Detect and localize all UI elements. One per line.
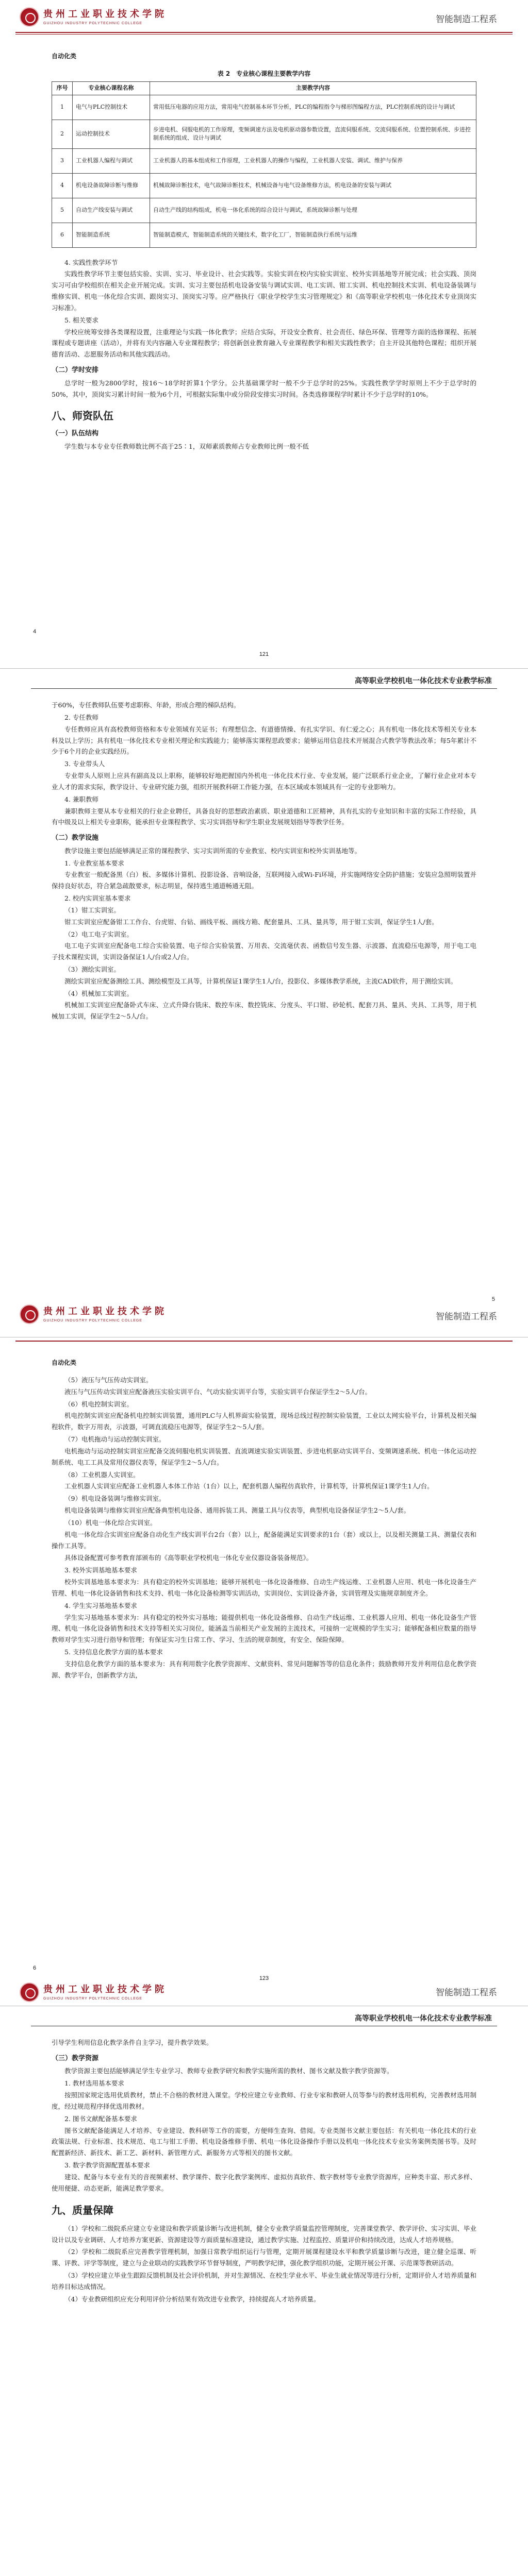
list-heading: （1）钳工实训室。 bbox=[64, 906, 120, 914]
table-cell: 自动生产线的结构组成，机电一体化系统的综合设计与调试，系统故障诊断与处理 bbox=[150, 198, 476, 223]
table-header-row bbox=[52, 82, 476, 95]
table-cell: 5 bbox=[52, 198, 73, 223]
table-cell: 4 bbox=[52, 173, 73, 198]
table-caption: 表 2 专业核心课程主要教学内容 bbox=[217, 70, 311, 77]
paragraph: 电机拖动与运动控制实训室应配备交流伺服电机实训装置、直流调速实验实训装置、步进电机驱动实训平台、变频调速系统、机电一体化运动控制系统、电工工具及常用仪器仪表等，保证学生2～5人/台。 bbox=[52, 1447, 476, 1466]
paragraph: 学校应统筹安排各类课程设置，注重理论与实践一体化教学；应结合实际，开设安全教育、社会责任、绿色环保、管理等方面的选修课程、拓展课程或专题讲座（活动），并将有关内容融入专业课程教学；将创新创业教育融入专业课程教学和相关实践性教学；自主开设其他特色课程；组织开展德育活动、志愿服务活动和其他实践活动。 bbox=[52, 328, 476, 359]
page-body bbox=[52, 1358, 476, 1682]
standard-title: 高等职业学校机电一体化技术专业教学标准 bbox=[355, 677, 492, 685]
department-name: 智能制造工程系 bbox=[436, 1988, 497, 1998]
column-header: 主要教学内容 bbox=[150, 82, 476, 95]
section-heading: （二）学时安排 bbox=[52, 366, 99, 375]
paragraph: （3）学校应建立毕业生跟踪反馈机制及社会评价机制，并对生源情况、在校生学业水平、毕业生就业情况等进行分析，定期评价人才培养质量和培养目标达成情况。 bbox=[52, 2272, 476, 2291]
paragraph: 液压与气压传动实训室应配备液压实验实训平台、气动实验实训平台等，实验实训平台保证学生2～5人/台。 bbox=[64, 1387, 372, 1396]
page-number: 4 bbox=[33, 629, 37, 635]
section-heading: （三）教学资源 bbox=[52, 2054, 99, 2062]
paragraph: （2）学校和二级院系应完善教学管理机制，加强日常教学组织运行与管理，定期开展课程建设水平和教学质量诊断与改进，建立健全巡课、听课、评教、评学等制度，建立与企业联动的实践教学环节督导制度，严明教学纪律，强化教学组织功能，定期开展公开课、示范课等教研活动。 bbox=[52, 2248, 476, 2267]
table-cell: 智能制造系统 bbox=[73, 223, 150, 247]
school-name: 贵州工业职业技术学院 bbox=[43, 1984, 167, 1995]
header-rule bbox=[31, 688, 497, 689]
paragraph: 专业带头人原则上应具有副高及以上职称，能够较好地把握国内外机电一体化技术行业、专业发展，能广泛联系行业企业，了解行业企业对本专业人才的需求实际，教学设计、专业研究能力强，组织开展教科研工作能力强，在本区域或本领域具有一定的专业影响力。 bbox=[52, 772, 476, 791]
list-heading: （3）测绘实训室。 bbox=[64, 965, 120, 973]
table-cell: 运动控制技术 bbox=[73, 120, 150, 148]
school-seal-icon bbox=[20, 7, 39, 27]
paragraph: 校外实训基地基本要求为：具有稳定的校外实训基地；能够开展机电一体化设备维修、自动生产线运维、工业机器人应用、机电一体化设备生产管理、机电一体化设备销售和技术支持、机电一体化设备检测等实训活动，实训岗位、实训设备齐备，实训管理及实施规章制度齐全。 bbox=[52, 1578, 476, 1597]
subsection-heading: 5. 支持信息化教学方面的基本要求 bbox=[64, 1648, 163, 1656]
department-name: 智能制造工程系 bbox=[436, 1312, 497, 1322]
section-heading: （一）队伍结构 bbox=[52, 430, 99, 438]
page-number: 5 bbox=[491, 1296, 495, 1302]
paragraph: 支持信息化教学方面的基本要求为：具有利用数字化教学资源库、文献资料、常见问题解答等的信息化条件；鼓励教师开发并利用信息化教学资源、教学平台，创新教学方法， bbox=[52, 1659, 476, 1679]
table-cell: 机械故障诊断技术，电气故障诊断技术，机械设备与电气设备维修方法，机电设备的安装与调试 bbox=[150, 173, 476, 198]
list-heading: （9）机电设备装调与维修实训室。 bbox=[64, 1495, 166, 1503]
paragraph: 测绘实训室应配备测绘工具、测绘模型及工具等，计算机保证1课学生1人/台，投影仪、多媒体教学系统，主流CAD软件，用于测绘实训。 bbox=[64, 977, 457, 985]
paragraph: 兼职教师主要从本专业相关的行业企业聘任，具备良好的思想政治素质、职业道德和工匠精神，具有扎实的专业知识和丰富的实际工作经验，具有中级及以上相关专业职称，能承担专业课程教学、实习实训指导和学生职业发展规划指导等教学任务。 bbox=[52, 807, 476, 826]
school-seal-icon bbox=[20, 1982, 39, 2002]
page-2 bbox=[0, 669, 528, 1337]
table-cell: 1 bbox=[52, 95, 73, 120]
core-courses-table bbox=[52, 81, 476, 248]
table-cell: 电气与PLC控制技术 bbox=[73, 95, 150, 120]
school-name-en: GUIZHOU INDUSTRY POLYTECHNIC COLLEGE bbox=[43, 22, 142, 26]
table-row bbox=[52, 223, 476, 247]
paragraph: 电工电子实训室应配备电工综合实验装置、电子综合实验装置、万用表、交流毫伏表、函数信号发生器、示波器、直流稳压电源等，用于电工电子技术课程实训，实训设备保证1人/台或2人/台。 bbox=[52, 942, 476, 961]
chapter-heading: 九、质量保障 bbox=[52, 2204, 113, 2216]
page-header bbox=[0, 0, 528, 40]
standard-title-header bbox=[0, 676, 528, 691]
header-rule bbox=[15, 32, 513, 33]
school-name-en: GUIZHOU INDUSTRY POLYTECHNIC COLLEGE bbox=[43, 1319, 142, 1323]
sheet-number: 121 bbox=[259, 651, 269, 657]
paragraph: 机电一体化综合实训室应配备自动化生产线实训平台2台（套）以上，配备能满足实训要求的1台（套）或以上，以及相关测量工具、测量仪表和操作工具等。 bbox=[52, 1530, 476, 1550]
chapter-heading: 八、师资队伍 bbox=[52, 410, 113, 422]
table-row bbox=[52, 198, 476, 223]
sheet-number: 123 bbox=[259, 1975, 269, 1981]
subsection-heading: 2. 校内实训室基本要求 bbox=[64, 894, 131, 903]
table-cell: 6 bbox=[52, 223, 73, 247]
school-seal-icon bbox=[20, 1304, 39, 1324]
header-rule bbox=[15, 1341, 513, 1342]
page-header-rule-only bbox=[0, 1337, 528, 1345]
list-heading: （5）液压与气压传动实训室。 bbox=[64, 1376, 153, 1384]
list-heading: （10）机电一体化综合实训室。 bbox=[64, 1518, 157, 1527]
subsection-heading: 3. 专业带头人 bbox=[64, 760, 105, 768]
page-body bbox=[52, 700, 476, 1023]
paragraph: 专业教室一般配备黑（白）板、多媒体计算机、投影设备、音响设备，互联网接入或Wi-Fi环境，并实施网络安全防护措施；安装应急照明装置并保持良好状态，符合紧急疏散要求，标志明显，保持逃生通道畅通无阻。 bbox=[52, 871, 476, 890]
paragraph: 学生数与本专业专任教师数比例不高于25∶1，双师素质教师占专业教师比例一般不低 bbox=[64, 442, 309, 450]
standard-title-header bbox=[0, 2013, 528, 2029]
list-heading: （7）电机拖动与运动控制实训室。 bbox=[64, 1435, 166, 1444]
school-name-en: GUIZHOU INDUSTRY POLYTECHNIC COLLEGE bbox=[43, 1997, 142, 2001]
list-heading: （4）机械加工实训室。 bbox=[64, 989, 133, 997]
page-body bbox=[52, 52, 476, 453]
paragraph: 钳工实训室应配备钳工工作台、台虎钳、台钻、画线平板、画线方箱、配套量具、工具、量具等，用于钳工实训，保证学生1人/套。 bbox=[64, 918, 438, 926]
paragraph: （1）学校和二级院系应建立专业建设和教学质量诊断与改进机制，健全专业教学质量监控管理制度，完善课堂教学、教学评价、实习实训、毕业设计以及专业调研、人才培养方案更新、资源建设等方面质量标准建设，通过教学实施、过程监控、质量评价和持续改进，达成人才培养规格。 bbox=[52, 2224, 476, 2244]
subsection-heading: 5. 相关要求 bbox=[64, 316, 98, 324]
table-row bbox=[52, 120, 476, 148]
category-tag: 自动化类 bbox=[52, 53, 77, 60]
subsection-heading: 4. 学生实习基地基本要求 bbox=[64, 1601, 137, 1609]
table-cell: 2 bbox=[52, 120, 73, 148]
page-header bbox=[0, 1981, 528, 2006]
subsection-heading: 2. 图书文献配备基本要求 bbox=[64, 2114, 137, 2123]
paragraph: 机电设备装调与维修实训室应配备典型机电设备、通用拆装工具、测量工具与仪表等，典型机电设备保证学生2～5人/套。 bbox=[64, 1506, 410, 1514]
table-row bbox=[52, 95, 476, 120]
table-row bbox=[52, 173, 476, 198]
page-1 bbox=[0, 0, 528, 669]
subsection-heading: 3. 数字教学资源配置基本要求 bbox=[64, 2161, 150, 2170]
subsection-heading: 4. 兼职教师 bbox=[64, 795, 98, 803]
paragraph: 于60%，专任教师队伍要考虑职称、年龄，形成合理的梯队结构。 bbox=[52, 701, 240, 709]
paragraph: 学生实习基地基本要求为：具有稳定的校外实习基地；能提供机电一体化设备维修、自动生产线运维、工业机器人应用、机电一体化设备生产管理、机电一体化设备销售和技术支持等相关实习岗位，能涵盖当前相关产业发展的主流技术，可接纳一定规模的学生实习；能够配备相应数量的指导教师对学生实习进行指导和管理；有保证实习生日常工作、学习、生活的规章制度，有安全、保险保障。 bbox=[52, 1613, 476, 1644]
table-cell: 自动生产线安装与调试 bbox=[73, 198, 150, 223]
subsection-heading: 1. 专业教室基本要求 bbox=[64, 859, 124, 867]
category-tag: 自动化类 bbox=[52, 1359, 77, 1366]
column-header: 专业核心课程名称 bbox=[73, 82, 150, 95]
paragraph: 教学设施主要包括能够满足正常的课程教学、实习实训所需的专业教室、校内实训室和校外实训基地等。 bbox=[64, 846, 361, 855]
department-name: 智能制造工程系 bbox=[436, 14, 497, 25]
page-body bbox=[52, 2037, 476, 2306]
school-name: 贵州工业职业技术学院 bbox=[43, 1306, 167, 1317]
page-number: 6 bbox=[33, 1965, 37, 1971]
paragraph: 引导学生利用信息化教学条件自主学习，提升教学效果。 bbox=[52, 2039, 213, 2046]
paragraph: 机械加工实训室应配备卧式车床、立式升降台铣床、数控车床、数控铣床、分度头、平口钳、砂轮机、配套刀具、量具、夹具、工具等，用于机械加工实训，保证学生2～5人/台。 bbox=[52, 1001, 476, 1021]
table-cell: 工业机器人编程与调试 bbox=[73, 148, 150, 173]
standard-title: 高等职业学校机电一体化技术专业教学标准 bbox=[355, 2014, 492, 2023]
column-header: 序号 bbox=[52, 82, 73, 95]
school-name: 贵州工业职业技术学院 bbox=[43, 9, 167, 20]
paragraph: 建设、配备与本专业有关的音视频素材、教学课件、数字化教学案例库、虚拟仿真软件、数字教材等专业教学资源库，应种类丰富、形式多样、使用便捷、动态更新，能满足教学要求。 bbox=[52, 2173, 476, 2192]
paragraph: 专任教师应具有高校教师资格和本专业领域有关证书；有理想信念、有道德情操、有扎实学识、有仁爱之心；具有机电一体化技术等相关专业本科及以上学历；具有机电一体化技术专业相关理论和实践能力；能够落实课程思政要求；能够运用信息技术开展混合式教学等教法改革；每5年累计不少于6个月的企业实践经历。 bbox=[52, 725, 476, 756]
subsection-heading: 1. 教材选用基本要求 bbox=[64, 2079, 124, 2088]
school-logo bbox=[20, 1982, 167, 2002]
paragraph: 工业机器人实训室应配备工业机器人本体工作站（1台）以上，配套机器人编程仿真软件，计算机等，计算机保证1课学生1人/台。 bbox=[64, 1482, 434, 1490]
table-cell: 3 bbox=[52, 148, 73, 173]
school-logo bbox=[20, 7, 167, 27]
subsection-heading: 3. 校外实训基地基本要求 bbox=[64, 1566, 137, 1574]
table-cell: 工业机器人的基本组成和工作原理，工业机器人的操作与编程，工业机器人安装、调试、维护与保养 bbox=[150, 148, 476, 173]
subsection-heading: 2. 专任教师 bbox=[64, 713, 98, 721]
table-cell: 机电设备故障诊断与维修 bbox=[73, 173, 150, 198]
header-rule-thin bbox=[15, 34, 513, 35]
list-heading: （8）工业机器人实训室。 bbox=[64, 1470, 140, 1479]
page-3 bbox=[0, 1337, 528, 2006]
page-4 bbox=[0, 2006, 528, 2576]
paragraph: 实践性教学环节主要包括实验、实训、实习、毕业设计、社会实践等。实验实训在校内实验实训室、校外实训基地等开展完成；社会实践、顶岗实习可由学校组织在相关企业开展完成。实训、实习主要包括机电设备安装与调试实训、电工实训、钳工实训、机电控制技术实训、机电设备装调与维修实训、机电一体化综合实训、跟岗实习、顶岗实习等。应严格执行《职业学校学生实习管理规定》和《高等职业学校机电一体化技术专业顶岗实习标准》。 bbox=[52, 270, 476, 312]
paragraph: 总学时一般为2800学时，按16～18学时折算1个学分。公共基础课学时一般不少于总学时的25%。实践性教学学时原则上不少于总学时的50%，其中，顶岗实习累计时间一般为6个月，可根据实际集中或分阶段安排实习时间。各类选修课程学时累计不少于总学时的10%。 bbox=[52, 379, 476, 398]
paragraph: （4）专业教研组织应充分利用评价分析结果有效改进专业教学，持续提高人才培养质量。 bbox=[64, 2295, 320, 2303]
table-row bbox=[52, 148, 476, 173]
paragraph: 图书文献配备能满足人才培养、专业建设、教科研等工作的需要，方便师生查询、借阅。专业类图书文献主要包括：有关机电一体化技术的行业政策法规、行业标准、技术规范、电工与钳工手册、机电设备维修手册、机电一体化设备操作手册以及机电一体化技术专业实务案例类图书等。及时配置新经济、新技术、新工艺、新材料、新管理方式、新服务方式等相关的图书文献。 bbox=[52, 2126, 476, 2157]
school-logo bbox=[20, 1304, 167, 1324]
section-heading: （二）教学设施 bbox=[52, 834, 99, 842]
page-header bbox=[0, 1297, 528, 1337]
table-cell: 常用低压电器的应用方法，常用电气控制基本环节分析，PLC的编程指令与梯形图编程方法，PLC控制系统的设计与调试 bbox=[150, 95, 476, 120]
paragraph: 机电控制实训室应配备机电控制实训装置，通用PLC与人机界面实验装置，现场总线过程控制实验装置，工业以太网实验平台，计算机及相关编程软件，数字万用表，示波器，可调直流稳压电源等，保证学生2～5人/套。 bbox=[52, 1412, 476, 1431]
list-heading: （6）机电控制实训室。 bbox=[64, 1400, 133, 1408]
table-cell: 智能制造模式，智能制造系统的关键技术，数字化工厂，智能制造执行系统与运维 bbox=[150, 223, 476, 247]
list-heading: （2）电工电子实训室。 bbox=[64, 930, 133, 938]
subsection-heading: 4. 实践性教学环节 bbox=[64, 258, 118, 266]
paragraph: 按照国家规定选用优质教材，禁止不合格的教材进入课堂。学校应建立专业教师、行业专家和教研人员等参与的教材选用机构，完善教材选用制度，经过规范程序择优选用教材。 bbox=[52, 2091, 476, 2110]
table-cell: 步进电机、伺服电机的工作原理，变频调速方法及电机驱动器参数设置，直流伺服系统、交流伺服系统、位置控制系统、步进控制系统的组成、设计与调试 bbox=[150, 120, 476, 148]
paragraph: 教学资源主要包括能够满足学生专业学习、教师专业教学研究和教学实施所需的教材、图书文献及数字教学资源等。 bbox=[64, 2067, 393, 2075]
paragraph: 具体设备配置可参考教育部颁布的《高等职业学校机电一体化专业仪器设备装备规范》。 bbox=[64, 1554, 313, 1562]
